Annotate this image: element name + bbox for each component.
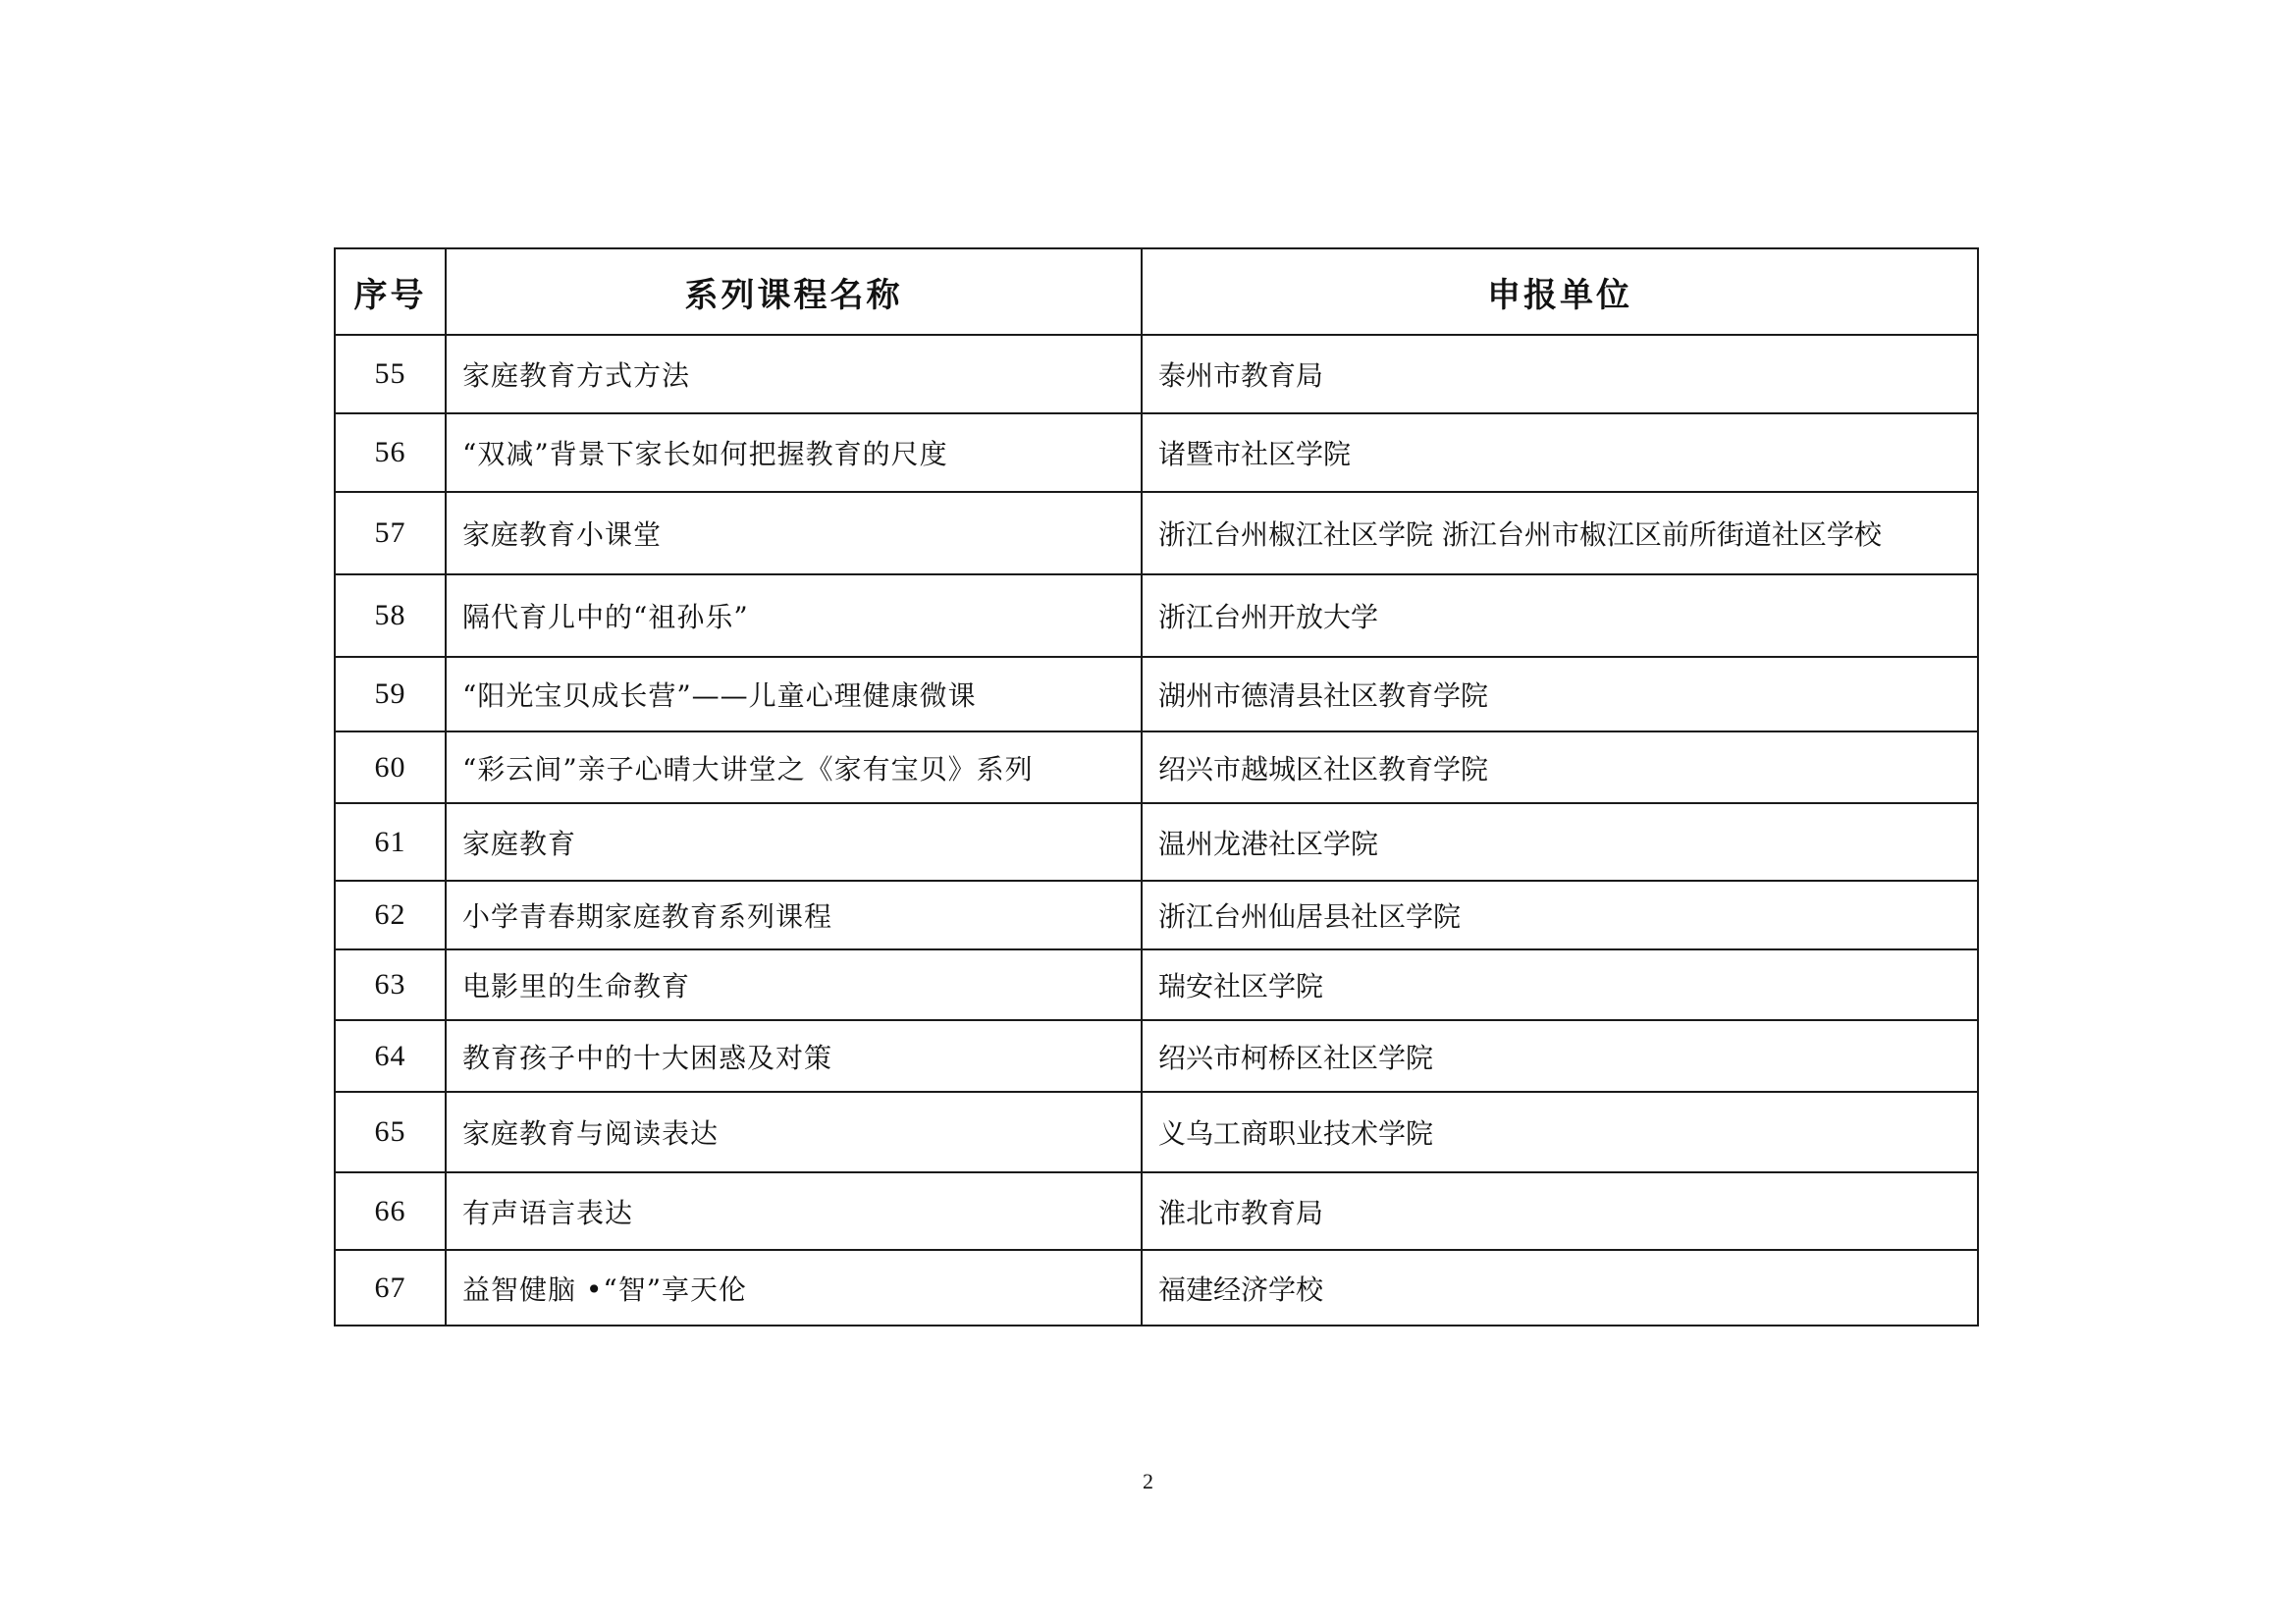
table-row (335, 492, 1978, 574)
row-number: 62 (335, 881, 446, 949)
row-unit: 绍兴市越城区社区教育学院 (1142, 731, 1978, 803)
row-course-name: “双减”背景下家长如何把握教育的尺度 (446, 413, 1142, 492)
row-number: 55 (335, 335, 446, 413)
row-course-name: 有声语言表达 (446, 1172, 1142, 1250)
header-number: 序号 (335, 248, 446, 335)
row-number: 66 (335, 1172, 446, 1250)
course-table (334, 247, 1979, 1326)
row-unit: 义乌工商职业技术学院 (1142, 1092, 1978, 1172)
row-course-name: 隔代育儿中的“祖孙乐” (446, 574, 1142, 657)
row-unit: 浙江台州仙居县社区学院 (1142, 881, 1978, 949)
row-number: 57 (335, 492, 446, 574)
table-row (335, 881, 1978, 949)
table-row (335, 335, 1978, 413)
row-course-name: “彩云间”亲子心晴大讲堂之《家有宝贝》系列 (446, 731, 1142, 803)
row-unit: 温州龙港社区学院 (1142, 803, 1978, 881)
row-number: 59 (335, 657, 446, 731)
table-row (335, 413, 1978, 492)
header-row (335, 248, 1978, 335)
table-row (335, 1020, 1978, 1092)
row-course-name: 小学青春期家庭教育系列课程 (446, 881, 1142, 949)
table-row (335, 1092, 1978, 1172)
row-number: 63 (335, 949, 446, 1020)
header-unit: 申报单位 (1142, 248, 1978, 335)
table-row (335, 1250, 1978, 1326)
header-course-name: 系列课程名称 (446, 248, 1142, 335)
row-course-name: 电影里的生命教育 (446, 949, 1142, 1020)
row-number: 60 (335, 731, 446, 803)
row-number: 64 (335, 1020, 446, 1092)
table-row (335, 574, 1978, 657)
table-row (335, 1172, 1978, 1250)
row-number: 58 (335, 574, 446, 657)
row-course-name: 家庭教育与阅读表达 (446, 1092, 1142, 1172)
row-unit: 泰州市教育局 (1142, 335, 1978, 413)
row-course-name: “阳光宝贝成长营”——儿童心理健康微课 (446, 657, 1142, 731)
table-header (335, 248, 1978, 335)
table-row (335, 731, 1978, 803)
row-number: 67 (335, 1250, 446, 1326)
row-unit: 福建经济学校 (1142, 1250, 1978, 1326)
row-course-name: 家庭教育小课堂 (446, 492, 1142, 574)
row-course-name: 教育孩子中的十大困惑及对策 (446, 1020, 1142, 1092)
row-number: 65 (335, 1092, 446, 1172)
row-course-name: 家庭教育方式方法 (446, 335, 1142, 413)
row-unit: 绍兴市柯桥区社区学院 (1142, 1020, 1978, 1092)
row-unit: 诸暨市社区学院 (1142, 413, 1978, 492)
table-row (335, 949, 1978, 1020)
row-unit: 湖州市德清县社区教育学院 (1142, 657, 1978, 731)
row-unit: 淮北市教育局 (1142, 1172, 1978, 1250)
page-number: 2 (1143, 1469, 1153, 1493)
table-body (335, 335, 1978, 1326)
row-course-name: 家庭教育 (446, 803, 1142, 881)
row-unit: 瑞安社区学院 (1142, 949, 1978, 1020)
row-number: 56 (335, 413, 446, 492)
row-unit: 浙江台州椒江社区学院 浙江台州市椒江区前所街道社区学校 (1142, 492, 1978, 574)
row-number: 61 (335, 803, 446, 881)
row-unit: 浙江台州开放大学 (1142, 574, 1978, 657)
table-row (335, 657, 1978, 731)
table-row (335, 803, 1978, 881)
row-course-name: 益智健脑 •“智”享天伦 (446, 1250, 1142, 1326)
